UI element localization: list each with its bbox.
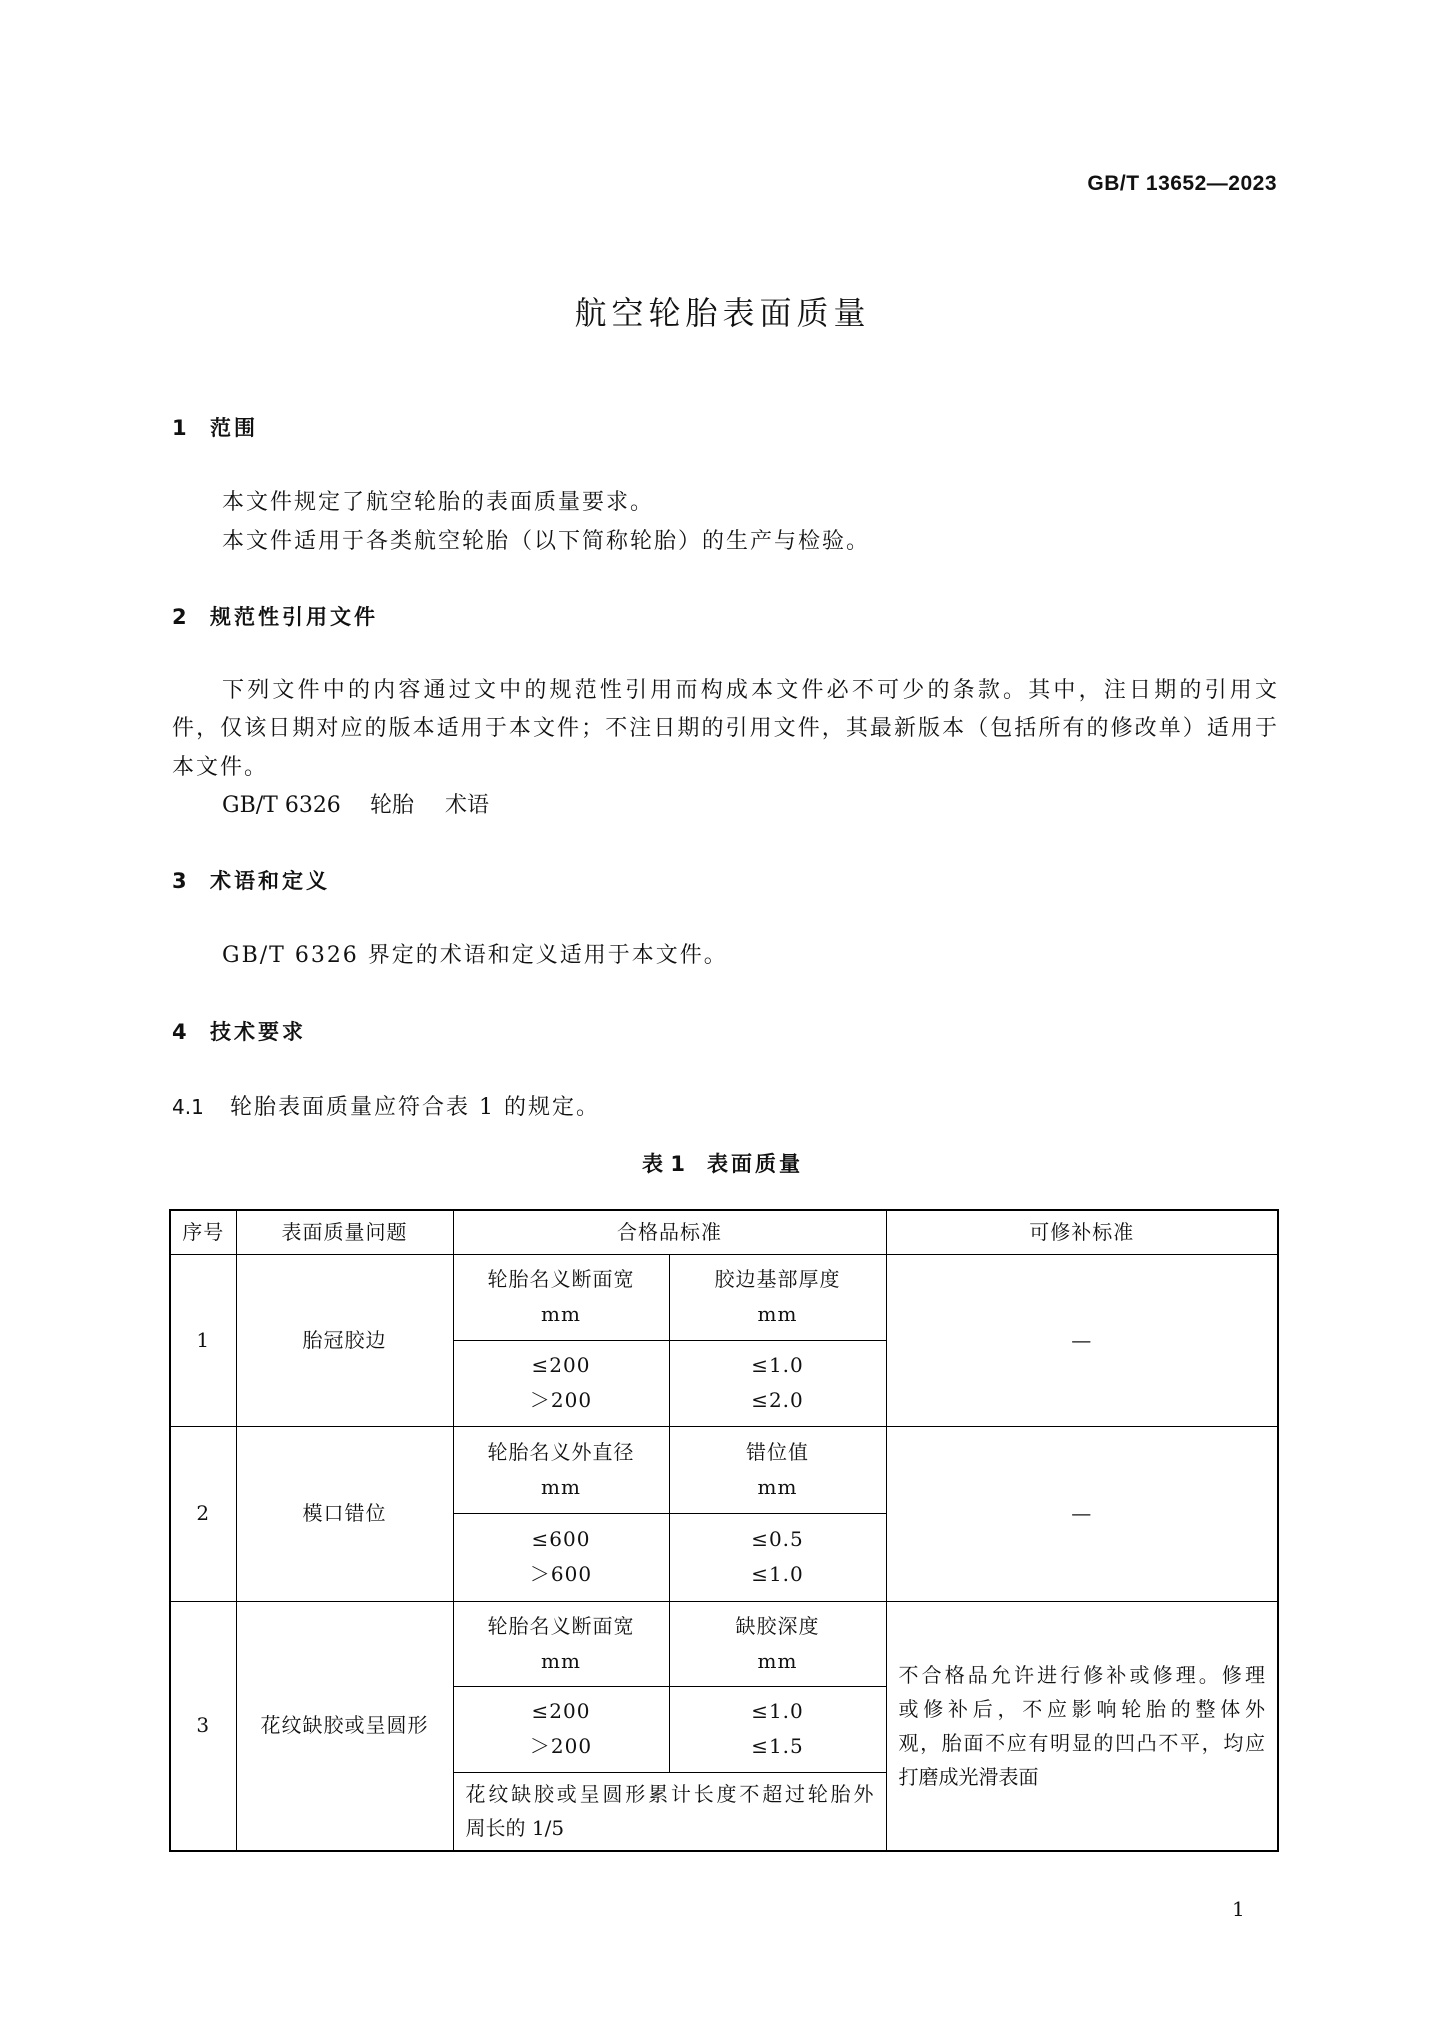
paragraph: GB/T 6326 界定的术语和定义适用于本文件。 [222, 943, 728, 968]
normative-reference [222, 787, 622, 825]
table-caption-title: 表面质量 [706, 1152, 803, 1176]
value: ≤0.5 [751, 1527, 804, 1551]
section-heading-text: 技术要求 [210, 1020, 306, 1044]
value: ≤200 [531, 1699, 591, 1723]
value: ≤200 [531, 1353, 591, 1377]
note-text-line: 周长的 1/5 [465, 1816, 565, 1841]
param-label: 缺胶深度 [735, 1613, 820, 1638]
section-number: 2 [172, 605, 187, 629]
section-heading-4 [172, 1013, 306, 1051]
table-header-row [170, 1210, 1278, 1254]
param-a-cell [453, 1254, 669, 1340]
values-b-cell [669, 1340, 886, 1426]
surface-quality-table [169, 1209, 1279, 1852]
param-a-cell [453, 1601, 669, 1686]
paragraph: 本文件规定了航空轮胎的表面质量要求。 [222, 490, 655, 515]
reference-code: GB/T 6326 [222, 793, 341, 818]
param-b-cell [669, 1254, 886, 1340]
repairable-cell: — [886, 1426, 1278, 1601]
param-unit: mm [541, 1648, 581, 1673]
section-heading-text: 规范性引用文件 [210, 605, 378, 629]
param-label: 轮胎名义断面宽 [487, 1613, 635, 1638]
row-number-cell: 2 [170, 1426, 236, 1601]
paragraph: 本文件适用于各类航空轮胎（以下简称轮胎）的生产与检验。 [222, 529, 871, 554]
paragraph-line: 本文件。 [172, 755, 269, 780]
param-label: 错位值 [746, 1439, 809, 1464]
section-heading-2 [172, 598, 378, 636]
document-code: GB/T 13652—2023 [1087, 172, 1277, 195]
value: ≤1.0 [751, 1562, 804, 1586]
param-unit: mm [757, 1302, 798, 1326]
note-cell [453, 1772, 886, 1851]
param-b-cell [669, 1601, 886, 1686]
values-a-cell [453, 1513, 669, 1601]
col-header-issue: 表面质量问题 [236, 1210, 453, 1254]
table-row [170, 1601, 1278, 1686]
table-row [170, 1254, 1278, 1340]
paragraph-line: 下列文件中的内容通过文中的规范性引用而构成本文件必不可少的条款。其中，注日期的引用文 [222, 678, 1277, 703]
value: ≤2.0 [751, 1388, 804, 1412]
reference-title-sub: 术语 [445, 793, 490, 818]
row-number-cell: 1 [170, 1254, 236, 1426]
param-unit: mm [757, 1648, 798, 1673]
clause-text: 轮胎表面质量应符合表 1 的规定。 [230, 1095, 600, 1120]
issue-cell: 模口错位 [236, 1426, 453, 1601]
col-header-qualified: 合格品标准 [453, 1210, 886, 1254]
repairable-text-line: 不合格品允许进行修补或修理。修理 [898, 1662, 1265, 1687]
param-unit: mm [541, 1302, 581, 1326]
repairable-cell [886, 1601, 1278, 1851]
repairable-text-line: 观，胎面不应有明显的凹凸不平，均应 [898, 1730, 1265, 1755]
clause-4-1 [172, 1088, 600, 1127]
table-caption-label: 表 1 [642, 1152, 685, 1176]
value: ＞200 [529, 1388, 593, 1412]
section-number: 3 [172, 869, 187, 893]
table-caption [0, 1145, 1445, 1183]
param-label: 轮胎名义外直径 [487, 1439, 635, 1464]
param-b-cell [669, 1426, 886, 1513]
repairable-text-line: 或修补后，不应影响轮胎的整体外 [898, 1696, 1265, 1721]
repairable-cell: — [886, 1254, 1278, 1426]
section-heading-1 [172, 409, 258, 447]
param-unit: mm [541, 1474, 581, 1499]
values-b-cell [669, 1513, 886, 1601]
issue-cell: 花纹缺胶或呈圆形 [236, 1601, 453, 1851]
values-b-cell [669, 1686, 886, 1772]
reference-title-main: 轮胎 [370, 793, 415, 818]
page-number: 1 [1232, 1897, 1245, 1921]
value: ≤1.0 [751, 1353, 804, 1377]
document-title: 航空轮胎表面质量 [574, 294, 871, 332]
section-number: 4 [172, 1020, 187, 1044]
value: ≤1.0 [751, 1699, 804, 1723]
section-heading-3 [172, 862, 330, 900]
value: ≤1.5 [751, 1734, 804, 1758]
param-label: 胶边基部厚度 [714, 1267, 841, 1291]
value: ＞600 [529, 1562, 593, 1586]
table-row [170, 1426, 1278, 1513]
param-a-cell [453, 1426, 669, 1513]
row-number-cell: 3 [170, 1601, 236, 1851]
col-header-no: 序号 [170, 1210, 236, 1254]
section-number: 1 [172, 416, 187, 440]
clause-number: 4.1 [172, 1095, 204, 1119]
issue-cell: 胎冠胶边 [236, 1254, 453, 1426]
param-label: 轮胎名义断面宽 [487, 1267, 635, 1291]
value: ≤600 [531, 1527, 591, 1551]
values-a-cell [453, 1686, 669, 1772]
values-a-cell [453, 1340, 669, 1426]
section-heading-text: 术语和定义 [210, 869, 330, 893]
value: ＞200 [529, 1734, 593, 1758]
note-text-line: 花纹缺胶或呈圆形累计长度不超过轮胎外 [465, 1782, 874, 1807]
paragraph-line: 件，仅该日期对应的版本适用于本文件；不注日期的引用文件，其最新版本（包括所有的修改单）适用于 [172, 716, 1277, 741]
param-unit: mm [757, 1474, 798, 1499]
repairable-text-line: 打磨成光滑表面 [898, 1764, 1039, 1789]
section-heading-text: 范围 [210, 416, 258, 440]
col-header-repairable: 可修补标准 [886, 1210, 1278, 1254]
